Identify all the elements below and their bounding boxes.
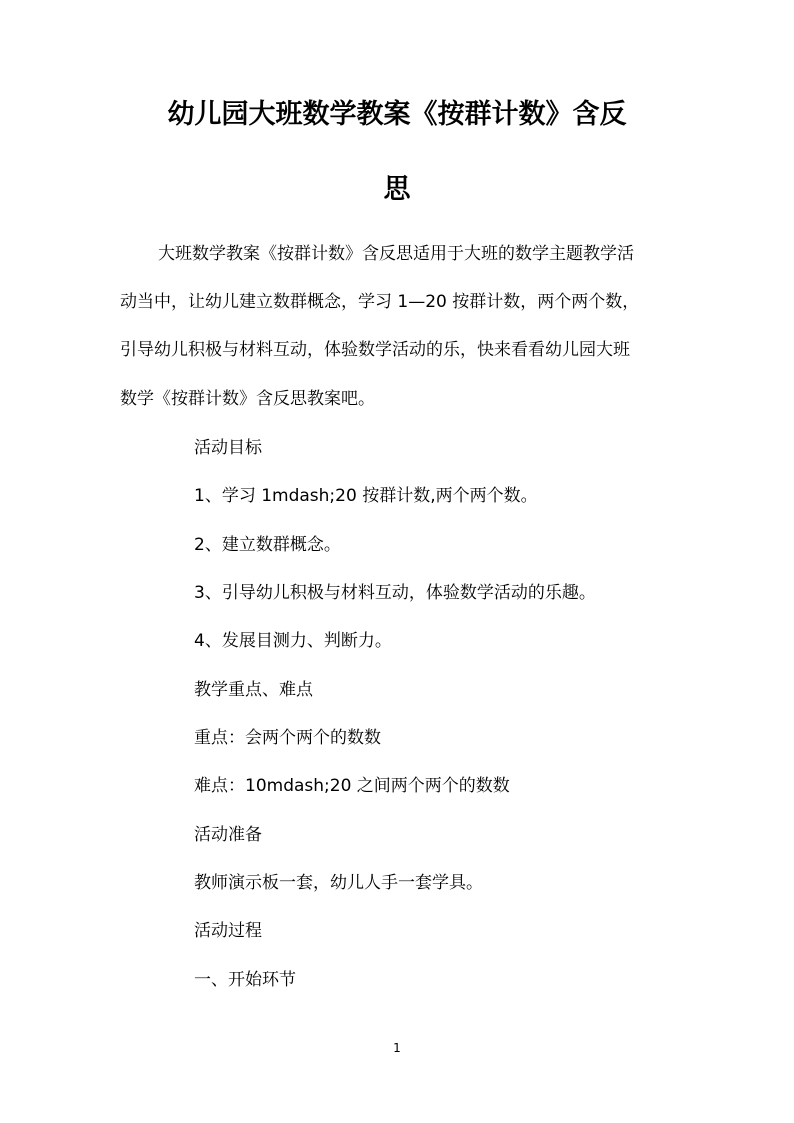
section-heading-key-points: 教学重点、难点 [194, 680, 313, 700]
intro-line-4: 数学《按群计数》含反思教案吧。 [120, 389, 375, 409]
process-step-1: 一、开始环节 [194, 970, 296, 990]
document-title-line-2: 思 [383, 174, 411, 205]
page-number: 1 [393, 1041, 401, 1055]
key-point: 重点：会两个两个的数数 [194, 728, 381, 748]
goal-item-3: 3、引导幼儿积极与材料互动，体验数学活动的乐趣。 [194, 583, 596, 603]
goal-item-2: 2、建立数群概念。 [194, 535, 341, 555]
goal-item-1: 1、学习 1mdash;20 按群计数,两个两个数。 [194, 486, 538, 506]
document-title-line-1: 幼儿园大班数学教案《按群计数》含反 [167, 99, 627, 130]
section-heading-process: 活动过程 [194, 921, 262, 941]
intro-line-1: 大班数学教案《按群计数》含反思适用于大班的数学主题教学活 [158, 244, 634, 264]
preparation-text: 教师演示板一套，幼儿人手一套学具。 [194, 873, 483, 893]
intro-line-2: 动当中，让幼儿建立数群概念，学习 1—20 按群计数，两个两个数， [120, 292, 640, 312]
intro-line-3: 引导幼儿积极与材料互动，体验数学活动的乐，快来看看幼儿园大班 [120, 340, 630, 360]
section-heading-activity-goals: 活动目标 [194, 438, 262, 458]
section-heading-preparation: 活动准备 [194, 825, 262, 845]
difficult-point: 难点：10mdash;20 之间两个两个的数数 [194, 776, 510, 796]
goal-item-4: 4、发展目测力、判断力。 [194, 631, 392, 651]
